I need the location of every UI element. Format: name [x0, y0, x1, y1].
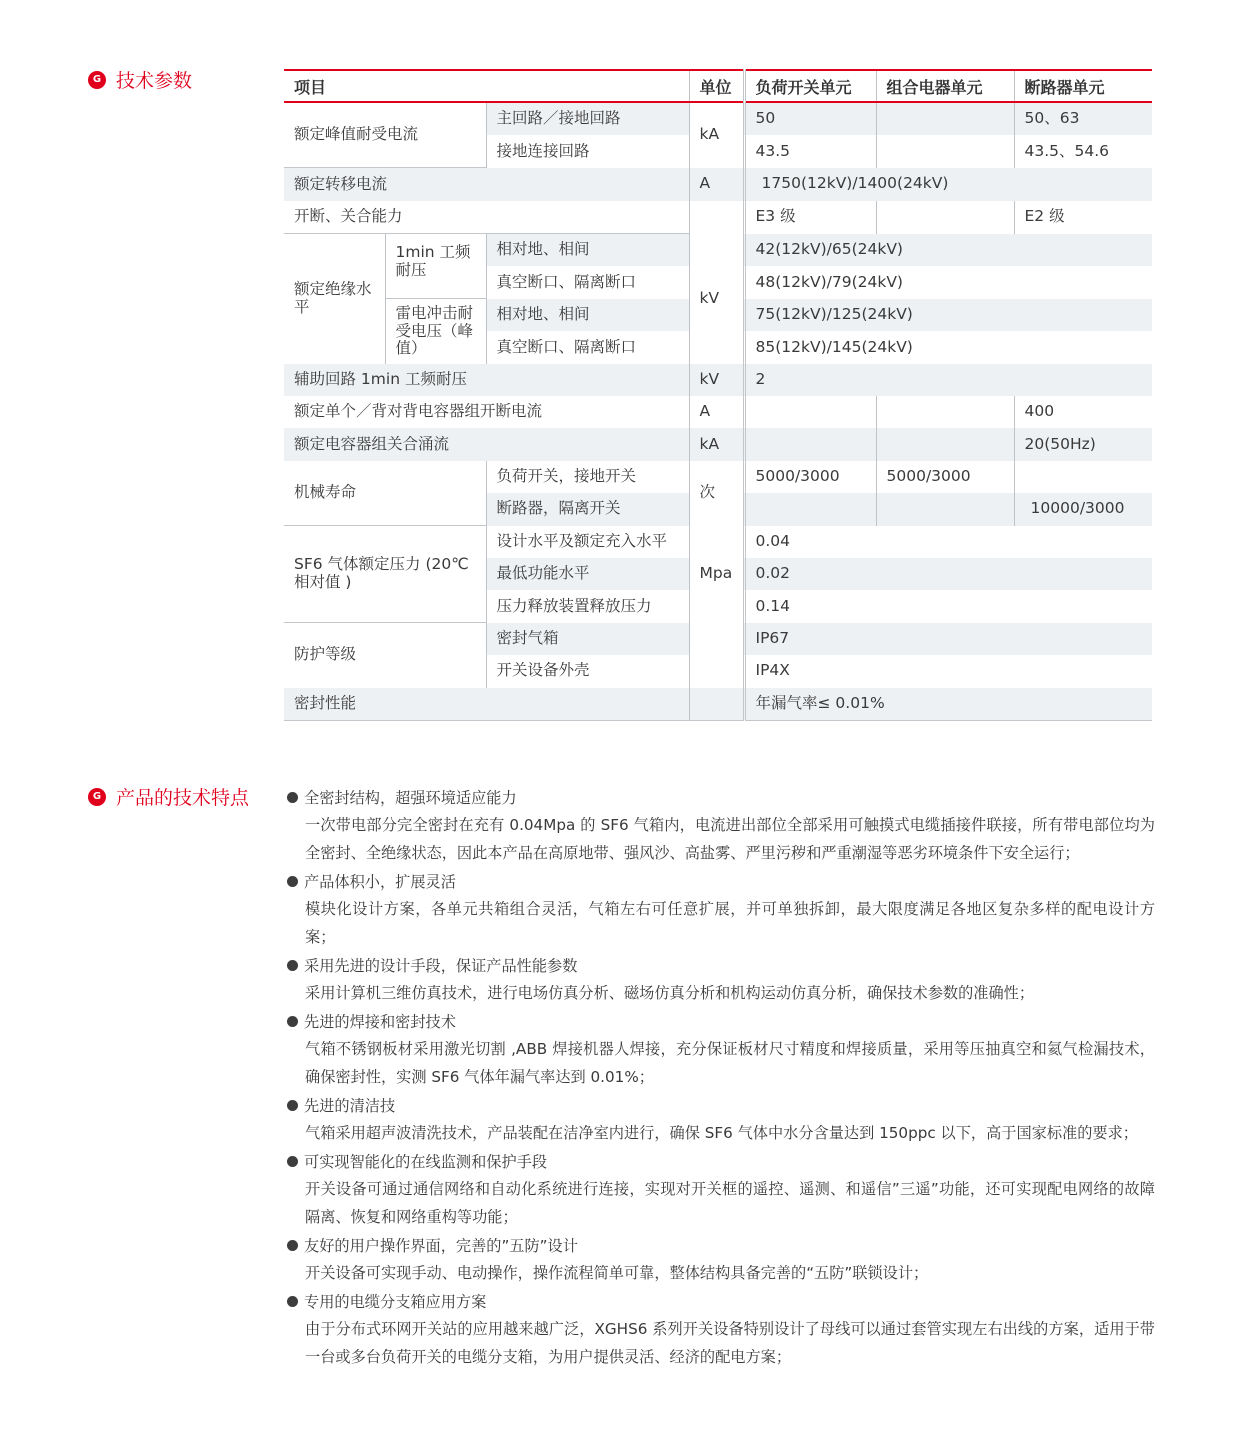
section-title-text: 技术参数: [116, 70, 193, 92]
list-item: [287, 1091, 1155, 1147]
value-cell: E3 级: [744, 201, 876, 234]
header-item: 项目: [284, 70, 689, 102]
table-row: [284, 688, 1152, 721]
tech-params-table: [284, 69, 1152, 721]
value-cell: 0.02: [744, 558, 1152, 590]
feature-body: 模块化设计方案，各单元共箱组合灵活，气箱左右可任意扩展，并可单独拆卸，最大限度满足各地区复杂多样的配电设计方案；: [305, 900, 1155, 946]
unit-cell: Mpa: [689, 526, 744, 623]
sub-label: 最低功能水平: [486, 558, 689, 590]
table-row: [284, 461, 1152, 493]
sub-label: 压力释放装置释放压力: [486, 590, 689, 622]
bullet-icon: [287, 876, 298, 887]
value-cell: 0.04: [744, 526, 1152, 558]
unit-cell: kA: [689, 428, 744, 460]
unit-cell: [689, 201, 744, 234]
header-combined: 组合电器单元: [876, 70, 1014, 102]
row-label: 密封性能: [284, 688, 689, 721]
value-cell: 10000/3000: [1014, 493, 1152, 525]
unit-cell: 次: [689, 461, 744, 526]
feature-body: 开关设备可通过通信网络和自动化系统进行连接，实现对开关框的遥控、遥测、和遥信”三遥”功能，还可实现配电网络的故障隔离、恢复和网络重构等功能；: [305, 1180, 1155, 1226]
value-cell: 50: [744, 102, 876, 135]
value-cell: [876, 102, 1014, 135]
sub-label: 接地连接回路: [486, 135, 689, 167]
table-row: [284, 168, 1152, 201]
section-title-tech-params: [88, 66, 192, 93]
sub-label: 主回路／接地回路: [486, 102, 689, 135]
feature-body: 采用计算机三维仿真技术，进行电场仿真分析、磁场仿真分析和机构运动仿真分析，确保技术参数的准确性；: [305, 984, 1034, 1002]
section-title-text: 产品的技术特点: [116, 787, 250, 809]
sub-label: 开关设备外壳: [486, 655, 689, 687]
value-cell: 年漏气率≤ 0.01%: [744, 688, 1152, 721]
value-cell: 43.5、54.6: [1014, 135, 1152, 167]
bullet-icon: [287, 960, 298, 971]
unit-cell: kV: [689, 234, 744, 364]
value-cell: 400: [1014, 396, 1152, 428]
circle-g-icon: G: [88, 71, 106, 89]
header-load-switch: 负荷开关单元: [744, 70, 876, 102]
value-cell: 5000/3000: [876, 461, 1014, 493]
header-unit: 单位: [689, 70, 744, 102]
unit-cell: kA: [689, 102, 744, 168]
sub-label: 相对地、相间: [486, 299, 689, 331]
row-label: 额定绝缘水平: [284, 234, 385, 364]
value-cell: 2: [744, 364, 1152, 396]
value-cell: 50、63: [1014, 102, 1152, 135]
table-row: [284, 364, 1152, 396]
feature-title: 先进的焊接和密封技术: [304, 1012, 456, 1031]
feature-body: 气箱采用超声波清洗技术，产品装配在洁净室内进行，确保 SF6 气体中水分含量达到 150ppc 以下，高于国家标准的要求；: [305, 1124, 1138, 1142]
value-cell: [876, 428, 1014, 460]
row-label: 辅助回路 1min 工频耐压: [284, 364, 689, 396]
value-cell: 20(50Hz): [1014, 428, 1152, 460]
feature-title: 产品体积小，扩展灵活: [304, 872, 456, 891]
table-row: [284, 623, 1152, 655]
value-cell: E2 级: [1014, 201, 1152, 234]
group-label: 雷电冲击耐受电压（峰值）: [385, 299, 486, 364]
table-row: [284, 428, 1152, 460]
row-label: 额定峰值耐受电流: [284, 102, 486, 168]
list-item: [287, 1147, 1155, 1231]
sub-label: 密封气箱: [486, 623, 689, 655]
section-title-features: [88, 783, 249, 810]
feature-title: 专用的电缆分支箱应用方案: [304, 1292, 487, 1311]
table-row: [284, 102, 1152, 135]
value-cell: [1014, 461, 1152, 493]
value-cell: 42(12kV)/65(24kV): [744, 234, 1152, 267]
unit-cell: kV: [689, 364, 744, 396]
sub-label: 断路器，隔离开关: [486, 493, 689, 525]
row-label: 额定单个／背对背电容器组开断电流: [284, 396, 689, 428]
value-cell: IP4X: [744, 655, 1152, 687]
row-label: 额定电容器组关合涌流: [284, 428, 689, 460]
feature-title: 全密封结构，超强环境适应能力: [304, 788, 517, 807]
feature-body: 一次带电部分完全密封在充有 0.04Mpa 的 SF6 气箱内，电流进出部位全部采用可触摸式电缆插接件联接，所有带电部位均为全密封、全绝缘状态，因此本产品在高原地带、强风沙、高盐雾、严里污秽和严重潮湿等恶劣环境条件下安全运行；: [305, 816, 1155, 862]
list-item: [287, 951, 1155, 1007]
list-item: [287, 1287, 1155, 1371]
bullet-icon: [287, 1156, 298, 1167]
bullet-icon: [287, 1296, 298, 1307]
value-cell: 1750(12kV)/1400(24kV): [744, 168, 1152, 201]
unit-cell: A: [689, 396, 744, 428]
circle-g-icon: G: [88, 788, 106, 806]
value-cell: 0.14: [744, 590, 1152, 622]
row-label: 防护等级: [284, 623, 486, 688]
value-cell: [744, 396, 876, 428]
table-row: [284, 396, 1152, 428]
row-label: 额定转移电流: [284, 168, 689, 201]
unit-cell: [689, 688, 744, 721]
bullet-icon: [287, 1100, 298, 1111]
feature-title: 友好的用户操作界面，完善的”五防”设计: [304, 1236, 578, 1255]
feature-title: 先进的清洁技: [304, 1096, 396, 1115]
list-item: [287, 783, 1155, 867]
value-cell: 5000/3000: [744, 461, 876, 493]
value-cell: [876, 493, 1014, 525]
bullet-icon: [287, 792, 298, 803]
sub-label: 真空断口、隔离断口: [486, 331, 689, 363]
value-cell: 48(12kV)/79(24kV): [744, 266, 1152, 298]
value-cell: 75(12kV)/125(24kV): [744, 299, 1152, 331]
unit-cell: [689, 623, 744, 688]
group-label: 1min 工频耐压: [385, 234, 486, 299]
sub-label: 负荷开关，接地开关: [486, 461, 689, 493]
header-breaker: 断路器单元: [1014, 70, 1152, 102]
sub-label: 真空断口、隔离断口: [486, 266, 689, 298]
unit-cell: A: [689, 168, 744, 201]
bullet-icon: [287, 1016, 298, 1027]
table-row: [284, 526, 1152, 558]
sub-label: 相对地、相间: [486, 234, 689, 267]
list-item: [287, 1231, 1155, 1287]
row-label: SF6 气体额定压力 (20℃相对值 ): [284, 526, 486, 623]
value-cell: 85(12kV)/145(24kV): [744, 331, 1152, 363]
feature-body: 开关设备可实现手动、电动操作，操作流程简单可靠，整体结构具备完善的“五防”联锁设计；: [305, 1264, 929, 1282]
table-header-row: [284, 70, 1152, 102]
feature-body: 由于分布式环网开关站的应用越来越广泛，XGHS6 系列开关设备特别设计了母线可以通过套管实现左右出线的方案，适用于带一台或多台负荷开关的电缆分支箱，为用户提供灵活、经济的配电方案；: [305, 1320, 1155, 1366]
value-cell: IP67: [744, 623, 1152, 655]
sub-label: 设计水平及额定充入水平: [486, 526, 689, 558]
value-cell: 43.5: [744, 135, 876, 167]
list-item: [287, 867, 1155, 951]
feature-body: 气箱不锈钢板材采用激光切割 ,ABB 焊接机器人焊接，充分保证板材尺寸精度和焊接质量，采用等压抽真空和氦气检漏技术，确保密封性，实测 SF6 气体年漏气率达到 0.01%；: [305, 1040, 1155, 1086]
row-label: 机械寿命: [284, 461, 486, 526]
value-cell: [876, 396, 1014, 428]
feature-list: [287, 783, 1155, 1371]
value-cell: [876, 201, 1014, 234]
feature-title: 采用先进的设计手段，保证产品性能参数: [304, 956, 578, 975]
feature-title: 可实现智能化的在线监测和保护手段: [304, 1152, 547, 1171]
value-cell: [744, 493, 876, 525]
table-row: [284, 201, 1152, 234]
table-row: [284, 234, 1152, 267]
bullet-icon: [287, 1240, 298, 1251]
row-label: 开断、关合能力: [284, 201, 689, 234]
list-item: [287, 1007, 1155, 1091]
value-cell: [744, 428, 876, 460]
value-cell: [876, 135, 1014, 167]
